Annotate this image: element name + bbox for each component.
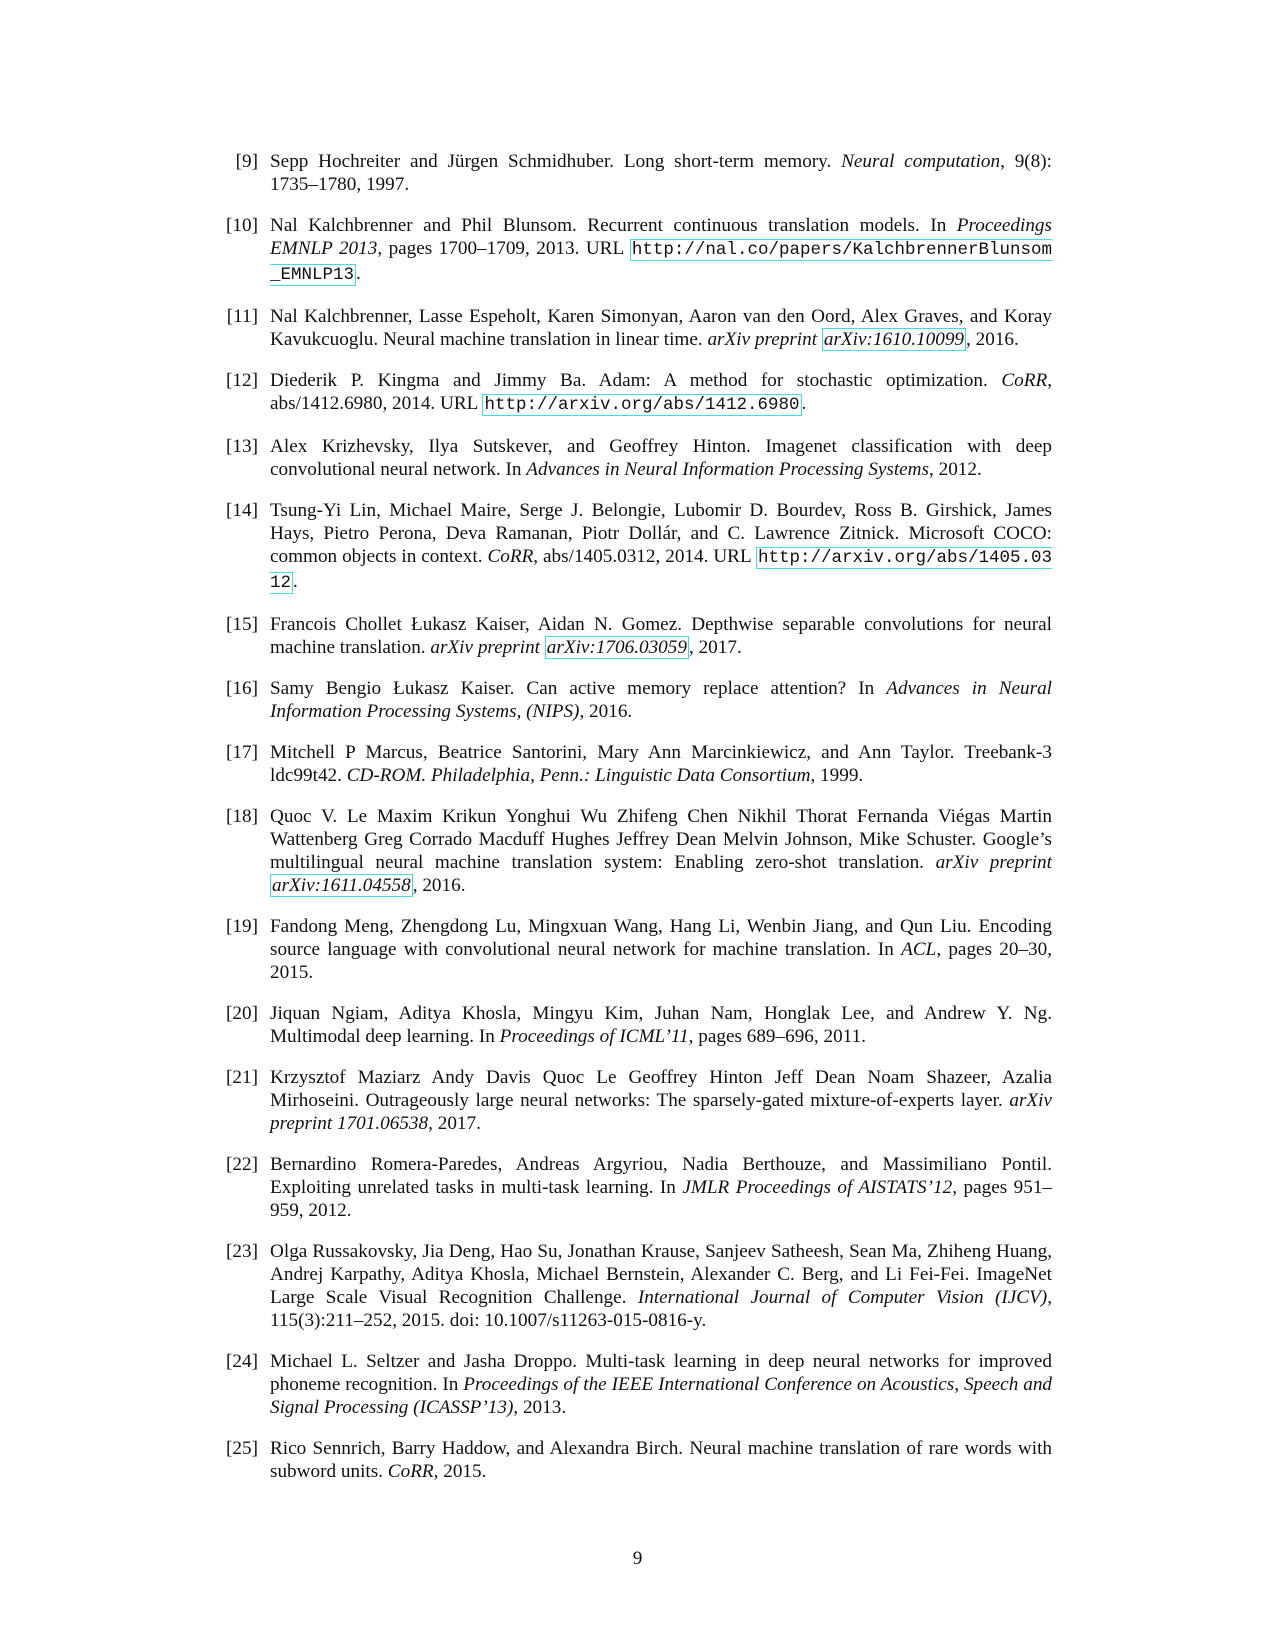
reference-end: . bbox=[356, 263, 361, 284]
reference-details: , pages 1700–1709, 2013. URL bbox=[377, 238, 630, 259]
reference-number: [19] bbox=[226, 916, 258, 937]
reference-end: . bbox=[801, 393, 807, 414]
reference-authors-title: Krzysztof Maziarz Andy Davis Quoc Le Geoffrey Hinton Jeff Dean Noam Shazeer, Azalia Mirhoseini. Outrageously large neural networks: The sparsely-gated mixture-of-experts layer. bbox=[270, 1067, 1052, 1111]
reference-venue: International Journal of Computer Vision (IJCV) bbox=[637, 1287, 1048, 1308]
reference-number: [18] bbox=[226, 806, 258, 827]
reference-authors-title: Michael L. Seltzer and Jasha Droppo. Multi-task learning in deep neural networks for improved phoneme recognition. In bbox=[270, 1351, 1052, 1395]
reference-details: , 9(8): 1735–1780, 1997. bbox=[270, 151, 1052, 195]
reference-details: , 115(3):211–252, 2015. doi: 10.1007/s11263-015-0816-y. bbox=[270, 1287, 1052, 1331]
reference-number: [11] bbox=[226, 306, 258, 327]
reference-details: , 2016. bbox=[579, 701, 633, 722]
reference-details: , 2017. bbox=[688, 637, 742, 658]
reference-23 bbox=[222, 1240, 1052, 1332]
reference-details: , 2017. bbox=[428, 1113, 481, 1134]
reference-venue: arXiv preprint bbox=[935, 852, 1052, 873]
reference-venue: arXiv preprint bbox=[707, 329, 822, 350]
reference-arxiv-link[interactable]: arXiv:1706.03059 bbox=[546, 637, 687, 658]
reference-url-link[interactable]: http://arxiv.org/abs/1412.6980 bbox=[484, 395, 800, 415]
reference-venue: Proceedings of the IEEE International Conference on Acoustics, Speech and Signal Processing (ICASSP’13) bbox=[270, 1374, 1053, 1418]
reference-authors-title: Tsung-Yi Lin, Michael Maire, Serge J. Belongie, Lubomir D. Bourdev, Ross B. Girshick, James Hays, Pietro Perona, Deva Ramanan, Piotr Dollár, and C. Lawrence Zitnick. Microsoft COCO: common objects in context. bbox=[270, 500, 1052, 567]
reference-venue: JMLR Proceedings of AISTATS’12 bbox=[682, 1177, 953, 1198]
reference-venue: Advances in Neural Information Processing Systems, (NIPS) bbox=[270, 678, 1052, 722]
reference-arxiv-link[interactable]: arXiv:1610.10099 bbox=[823, 329, 965, 350]
reference-number: [9] bbox=[235, 151, 258, 172]
reference-url-link[interactable]: http://arxiv.org/abs/1405.0312 bbox=[270, 548, 1052, 593]
reference-venue: CoRR bbox=[1001, 370, 1048, 391]
reference-authors-title: Diederik P. Kingma and Jimmy Ba. Adam: A method for stochastic optimization. bbox=[270, 370, 1002, 391]
reference-venue: CoRR bbox=[387, 1461, 434, 1482]
reference-19 bbox=[222, 915, 1052, 984]
reference-authors-title: Olga Russakovsky, Jia Deng, Hao Su, Jonathan Krause, Sanjeev Satheesh, Sean Ma, Zhiheng Huang, Andrej Karpathy, Aditya Khosla, Michael Bernstein, Alexander C. Berg, and Li Fei-Fei. ImageNet Large Scale Visual Recognition Challenge. bbox=[270, 1241, 1052, 1308]
reference-11 bbox=[222, 305, 1052, 351]
reference-details: , 2016. bbox=[966, 329, 1019, 350]
reference-details: , 2012. bbox=[929, 459, 982, 480]
reference-15 bbox=[222, 613, 1052, 659]
reference-venue: ACL bbox=[901, 939, 937, 960]
reference-number: [15] bbox=[226, 614, 258, 635]
reference-number: [12] bbox=[226, 370, 258, 391]
reference-end: . bbox=[293, 571, 298, 592]
reference-details: , abs/1412.6980, 2014. URL bbox=[270, 370, 1052, 414]
reference-number: [25] bbox=[226, 1438, 258, 1459]
reference-authors-title: Rico Sennrich, Barry Haddow, and Alexandra Birch. Neural machine translation of rare words with subword units. bbox=[270, 1438, 1052, 1482]
reference-authors-title: Nal Kalchbrenner, Lasse Espeholt, Karen Simonyan, Aaron van den Oord, Alex Graves, and Koray Kavukcuoglu. Neural machine translation in linear time. bbox=[270, 306, 1052, 350]
reference-9 bbox=[222, 150, 1052, 196]
reference-number: [24] bbox=[226, 1351, 258, 1372]
reference-venue: CD-ROM. Philadelphia, Penn.: Linguistic Data Consortium bbox=[346, 765, 811, 786]
reference-venue: arXiv preprint 1701.06538 bbox=[270, 1090, 1052, 1134]
reference-details: , abs/1405.0312, 2014. URL bbox=[533, 546, 756, 567]
reference-24 bbox=[222, 1350, 1052, 1419]
reference-22 bbox=[222, 1153, 1052, 1222]
reference-authors-title: Bernardino Romera-Paredes, Andreas Argyriou, Nadia Berthouze, and Massimiliano Pontil. Exploiting unrelated tasks in multi-task learning. In bbox=[270, 1154, 1052, 1198]
reference-details: , pages 689–696, 2011. bbox=[688, 1026, 866, 1047]
page-number: 9 bbox=[632, 1548, 643, 1569]
reference-details: , 2013. bbox=[513, 1397, 567, 1418]
reference-14 bbox=[222, 499, 1052, 595]
reference-number: [22] bbox=[226, 1154, 258, 1175]
references-list bbox=[222, 150, 1052, 1501]
reference-authors-title: Quoc V. Le Maxim Krikun Yonghui Wu Zhifeng Chen Nikhil Thorat Fernanda Viégas Martin Wattenberg Greg Corrado Macduff Hughes Jeffrey Dean Melvin Johnson, Mike Schuster. Google’s multilingual neural machine translation system: Enabling zero-shot translation. bbox=[270, 806, 1052, 873]
reference-authors-title: Sepp Hochreiter and Jürgen Schmidhuber. Long short-term memory. bbox=[270, 151, 842, 172]
reference-details: , 1999. bbox=[810, 765, 864, 786]
reference-authors-title: Alex Krizhevsky, Ilya Sutskever, and Geoffrey Hinton. Imagenet classification with deep convolutional neural network. In bbox=[270, 436, 1052, 480]
reference-authors-title: Francois Chollet Łukasz Kaiser, Aidan N. Gomez. Depthwise separable convolutions for neural machine translation. bbox=[270, 614, 1052, 658]
reference-details: , pages 20–30, 2015. bbox=[270, 939, 1052, 983]
reference-13 bbox=[222, 435, 1052, 481]
reference-details: , 2015. bbox=[433, 1461, 487, 1482]
reference-number: [13] bbox=[226, 436, 258, 457]
reference-18 bbox=[222, 805, 1052, 897]
reference-16 bbox=[222, 677, 1052, 723]
reference-details: , pages 951–959, 2012. bbox=[270, 1177, 1053, 1221]
reference-12 bbox=[222, 369, 1052, 417]
reference-20 bbox=[222, 1002, 1052, 1048]
reference-10 bbox=[222, 214, 1052, 287]
reference-number: [21] bbox=[226, 1067, 258, 1088]
reference-authors-title: Jiquan Ngiam, Aditya Khosla, Mingyu Kim, Juhan Nam, Honglak Lee, and Andrew Y. Ng. Multimodal deep learning. In bbox=[270, 1003, 1052, 1047]
reference-authors-title: Fandong Meng, Zhengdong Lu, Mingxuan Wang, Hang Li, Wenbin Jiang, and Qun Liu. Encoding source language with convolutional neural network for machine translation. In bbox=[270, 916, 1052, 960]
reference-25 bbox=[222, 1437, 1052, 1483]
reference-authors-title: Mitchell P Marcus, Beatrice Santorini, Mary Ann Marcinkiewicz, and Ann Taylor. Treebank-3 ldc99t42. bbox=[270, 742, 1052, 786]
reference-venue: Neural computation bbox=[841, 151, 1001, 172]
reference-authors-title: Nal Kalchbrenner and Phil Blunsom. Recurrent continuous translation models. In bbox=[270, 215, 957, 236]
reference-details: , 2016. bbox=[412, 875, 466, 896]
reference-number: [10] bbox=[226, 215, 258, 236]
reference-venue: Proceedings of ICML’11 bbox=[499, 1026, 689, 1047]
reference-authors-title: Samy Bengio Łukasz Kaiser. Can active memory replace attention? In bbox=[270, 678, 887, 699]
reference-venue: Proceedings EMNLP 2013 bbox=[270, 215, 1052, 259]
reference-number: [20] bbox=[226, 1003, 258, 1024]
reference-venue: arXiv preprint bbox=[430, 637, 545, 658]
reference-arxiv-link[interactable]: arXiv:1611.04558 bbox=[272, 875, 411, 896]
reference-17 bbox=[222, 741, 1052, 787]
reference-number: [17] bbox=[226, 742, 258, 763]
reference-number: [23] bbox=[226, 1241, 258, 1262]
reference-number: [16] bbox=[226, 678, 258, 699]
reference-number: [14] bbox=[226, 500, 258, 521]
reference-venue: Advances in Neural Information Processing Systems bbox=[526, 459, 929, 480]
reference-venue: CoRR bbox=[487, 546, 534, 567]
reference-21 bbox=[222, 1066, 1052, 1135]
reference-url-link[interactable]: http://nal.co/papers/KalchbrennerBlunsom_EMNLP13 bbox=[270, 240, 1052, 285]
